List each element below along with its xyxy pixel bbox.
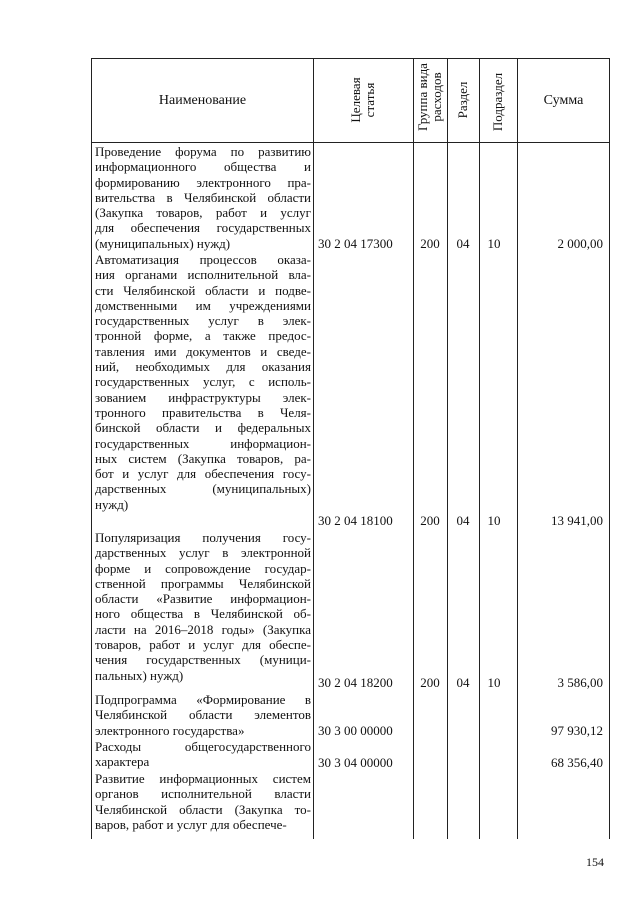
- sum-value: 13 941,00: [551, 513, 603, 528]
- header-expense-group-line2: расходов: [429, 72, 444, 122]
- description-line: ний, необходимых для оказания: [95, 359, 311, 375]
- header-divider: [91, 142, 610, 143]
- description-line: ственной программы Челябинской: [95, 575, 311, 591]
- target-article-code: 30 2 04 17300: [318, 236, 393, 251]
- description-line: государственных услуг, с исполь-: [95, 374, 311, 390]
- description-line: ния органами исполнительной вла-: [95, 267, 311, 283]
- description-line: Популяризация получения госу-: [95, 530, 311, 545]
- header-section: [447, 59, 479, 141]
- header-target-article-line1: Целевая: [348, 77, 363, 123]
- description-line: дарственных (муниципальных): [95, 481, 311, 497]
- column-divider: [313, 58, 314, 839]
- description-line: товаров, работ и услуг для обеспе-: [95, 637, 311, 653]
- description-line: бот и услуг для обеспечения госу-: [95, 466, 311, 482]
- sum-value: 97 930,12: [551, 723, 603, 738]
- description-line: Расходы общегосударственного: [95, 739, 311, 754]
- description-line: домственными им учреждениями: [95, 297, 311, 313]
- description-line: Автоматизация процессов оказа-: [95, 252, 311, 267]
- description-line: форме и сопровождение государ-: [95, 560, 311, 576]
- column-divider: [447, 58, 448, 839]
- description-line: Развитие информационных систем: [95, 771, 311, 786]
- description-line: органов исполнительной власти: [95, 786, 311, 802]
- target-article-code: 30 3 04 00000: [318, 755, 393, 770]
- sum-value: 68 356,40: [551, 755, 603, 770]
- description-line: электронного государства»: [95, 722, 245, 738]
- description-line: Челябинской области элементов: [95, 707, 311, 723]
- target-article-code: 30 3 00 00000: [318, 723, 393, 738]
- description-line: тронного правительства в Челя-: [95, 404, 311, 420]
- description-line: нужд): [95, 496, 129, 512]
- header-expense-group-line1: Группа вида: [415, 63, 430, 131]
- expense-group-code: 200: [420, 675, 440, 690]
- header-expense-group: [413, 56, 447, 138]
- description-line: дарственных услуг в электронной: [95, 545, 311, 561]
- description-line: (Закупка товаров, работ и услуг: [95, 205, 311, 221]
- description-line: вительства в Челябинской области: [95, 189, 311, 205]
- description-line: тронной форме, а также предос-: [95, 328, 311, 344]
- subsection-code: 10: [487, 675, 501, 690]
- header-target-article-line2: статья: [362, 82, 377, 118]
- description-line: сти Челябинской области и подве-: [95, 282, 311, 298]
- description-line: бинской области и федеральных: [95, 420, 311, 436]
- subsection-code: 10: [487, 236, 501, 251]
- row-description: [95, 739, 311, 770]
- description-line: государственных информацион-: [95, 435, 311, 451]
- section-code: 04: [456, 513, 470, 528]
- subsection-code: 10: [487, 513, 501, 528]
- description-line: характера: [95, 754, 150, 770]
- row-description: [95, 252, 311, 512]
- description-line: ласти на 2016–2018 годы» (Закупка: [95, 621, 311, 637]
- column-divider: [413, 58, 414, 839]
- description-line: государственных услуг в элек-: [95, 313, 311, 329]
- section-code: 04: [456, 236, 470, 251]
- sum-value: 3 586,00: [557, 675, 603, 690]
- description-line: Проведение форума по развитию: [95, 144, 311, 159]
- description-line: (муниципальных) нужд): [95, 235, 231, 251]
- column-divider: [479, 58, 480, 839]
- header-target-article: [343, 59, 383, 141]
- description-line: ных систем (Закупка товаров, ра-: [95, 450, 311, 466]
- header-name: Наименование: [158, 92, 247, 108]
- description-line: ного общества в Челябинской об-: [95, 606, 311, 622]
- description-line: для обеспечения государственных: [95, 220, 311, 236]
- header-sum: Сумма: [543, 92, 584, 108]
- expense-group-code: 200: [420, 513, 440, 528]
- row-description: [95, 144, 311, 251]
- description-line: зованием инфраструктуры элек-: [95, 389, 311, 405]
- description-line: чения государственных (муници-: [95, 652, 311, 668]
- page-number: 154: [586, 855, 604, 869]
- row-description: [95, 530, 311, 683]
- description-line: Подпрограмма «Формирование в: [95, 692, 311, 707]
- header-section-label: Раздел: [455, 81, 470, 119]
- expense-group-code: 200: [420, 236, 440, 251]
- description-line: Челябинской области (Закупка то-: [95, 801, 311, 817]
- description-line: варов, работ и услуг для обеспече-: [95, 816, 287, 832]
- description-line: пальных) нужд): [95, 667, 184, 683]
- target-article-code: 30 2 04 18200: [318, 675, 393, 690]
- description-line: тавления ими документов и сведе-: [95, 343, 311, 359]
- row-description: [95, 771, 311, 832]
- description-line: формированию электронного пра-: [95, 174, 311, 190]
- sum-value: 2 000,00: [557, 236, 603, 251]
- section-code: 04: [456, 675, 470, 690]
- column-divider: [517, 58, 518, 839]
- header-subsection-label: Подраздел: [490, 72, 505, 132]
- header-subsection: [480, 61, 516, 143]
- row-description: [95, 692, 311, 738]
- description-line: информационного общества и: [95, 159, 311, 175]
- description-line: области «Развитие информацион-: [95, 591, 311, 607]
- target-article-code: 30 2 04 18100: [318, 513, 393, 528]
